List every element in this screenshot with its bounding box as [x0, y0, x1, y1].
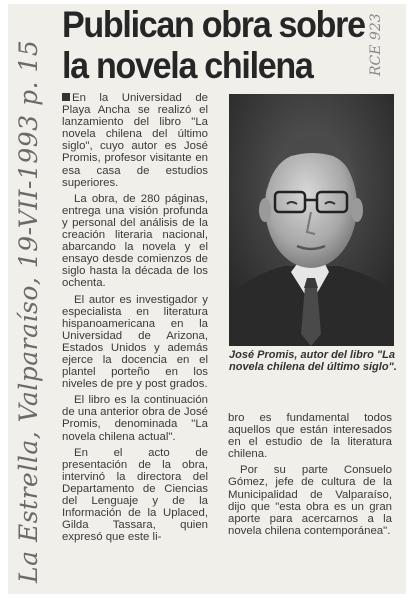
article-headline: [62, 4, 365, 86]
portrait-image: [229, 94, 394, 346]
article-column-1: [62, 92, 208, 543]
headline-line-2: la novela chilena: [62, 45, 313, 86]
bullet-square-icon: [62, 93, 70, 101]
handwritten-archive-code: RCE 923: [368, 13, 384, 76]
paragraph-1: [62, 92, 208, 189]
paragraph-2: La obra, de 280 páginas, entrega una visión profunda y personal del análisis de la creación literaria nacional, abarcando la novela y el ensayo desde comienzos de siglo hasta la década de los ochenta.: [62, 192, 208, 290]
photo-caption: José Promis, autor del libro "La novela chilena del último siglo".: [229, 349, 397, 373]
paragraph-5: En el acto de presentación de la obra, intervinó la directora del Departamento de Ciencias del Lenguaje y de la Información de la Uplaced, Gilda Tassara, quien expresó que este li-: [62, 446, 208, 544]
paragraph-6: bro es fundamental todos aquellos que están interesados en el estudio de la literatura chilena.: [228, 412, 392, 461]
paragraph-7: Por su parte Consuelo Gómez, jefe de cultura de la Municipalidad de Valparaíso, dijo que "esta obra es un gran aporte para acercarnos a la novela chilena contemporánea".: [228, 464, 392, 537]
article-column-2: [228, 412, 392, 537]
handwritten-source-note: La Estrella, Valparaíso, 19-VII-1993 p. 15: [14, 39, 43, 583]
paragraph-3: El autor es investigador y especialista en literatura hispanoamericana en la Universidad de Arizona, Estados Unidos y además ejerce la docencia en el plantel porteño en los niveles de pre y post grados.: [62, 293, 208, 391]
headline-line-1: Publican obra sobre: [62, 4, 365, 45]
paragraph-4: El libro es la continuación de una anterior obra de José Promis, denominada "La novela chilena actual".: [62, 394, 208, 443]
paragraph-1-text: En la Universidad de Playa Ancha se realizó el lanzamiento del libro "La novela chilena del último siglo", cuyo autor es José Promis, profesor visitante en esa casa de estudios superiores.: [62, 92, 208, 189]
author-photo: [229, 94, 394, 346]
